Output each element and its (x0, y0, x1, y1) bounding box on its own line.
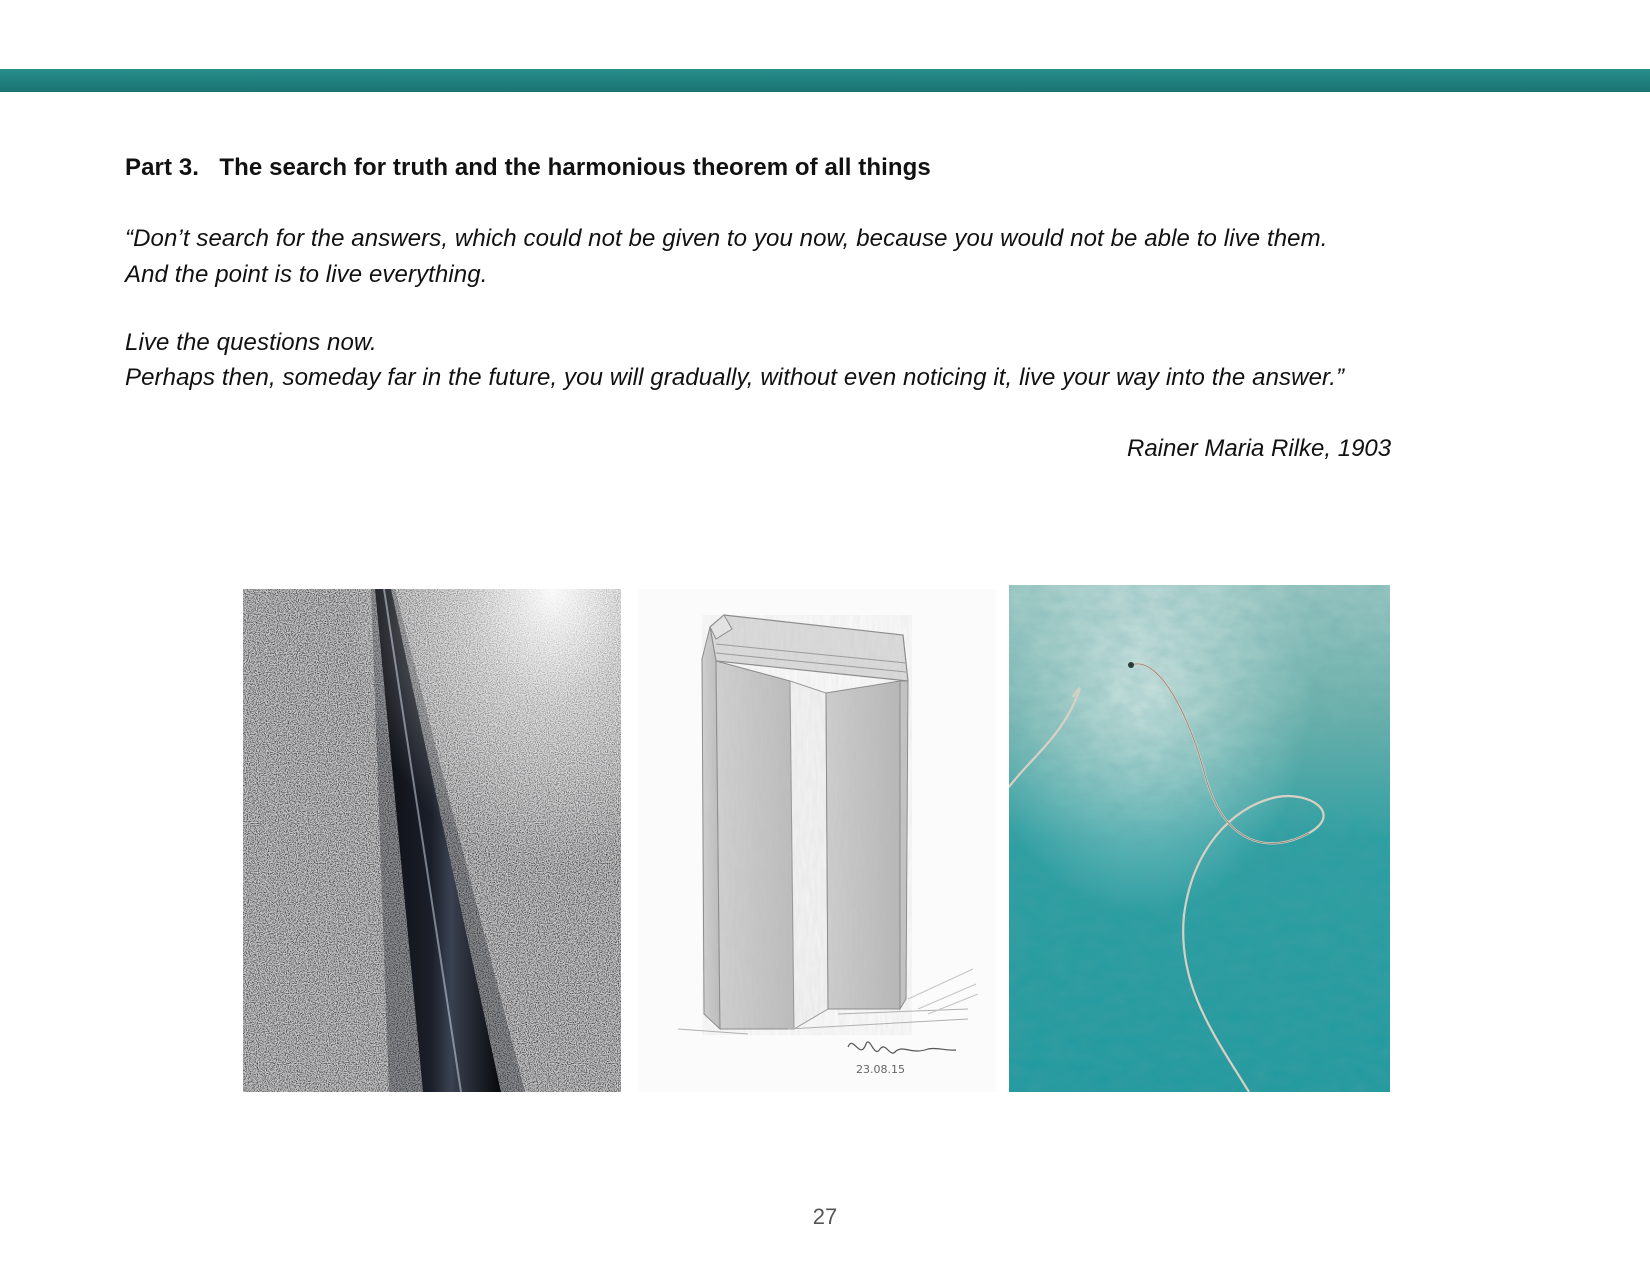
wire-on-teal-image (1009, 585, 1390, 1092)
wire-on-teal-painting (1009, 585, 1390, 1092)
page-number: 27 (812, 1204, 838, 1229)
quote-attribution: Rainer Maria Rilke, 1903 (1127, 435, 1392, 462)
granite-rod-photo (243, 589, 621, 1092)
header-band (0, 69, 1650, 92)
stone-gate-sketch (638, 589, 996, 1092)
stone-gate-sketch-image (638, 589, 996, 1092)
quote-line-1: “Don’t search for the answers, which could not be given to you now, because you would not be able to live them. (125, 225, 1328, 252)
quote-line-2: And the point is to live everything. (125, 261, 488, 288)
section-heading: Part 3. The search for truth and the harmonious theorem of all things (125, 154, 931, 181)
quote-line-3: Live the questions now. (125, 329, 377, 356)
quote-line-4: Perhaps then, someday far in the future, you will gradually, without even noticing it, live your way into the answer.” (125, 364, 1345, 391)
sketch-date: 23.08.15 (856, 1063, 905, 1076)
granite-rod-image (243, 589, 621, 1092)
